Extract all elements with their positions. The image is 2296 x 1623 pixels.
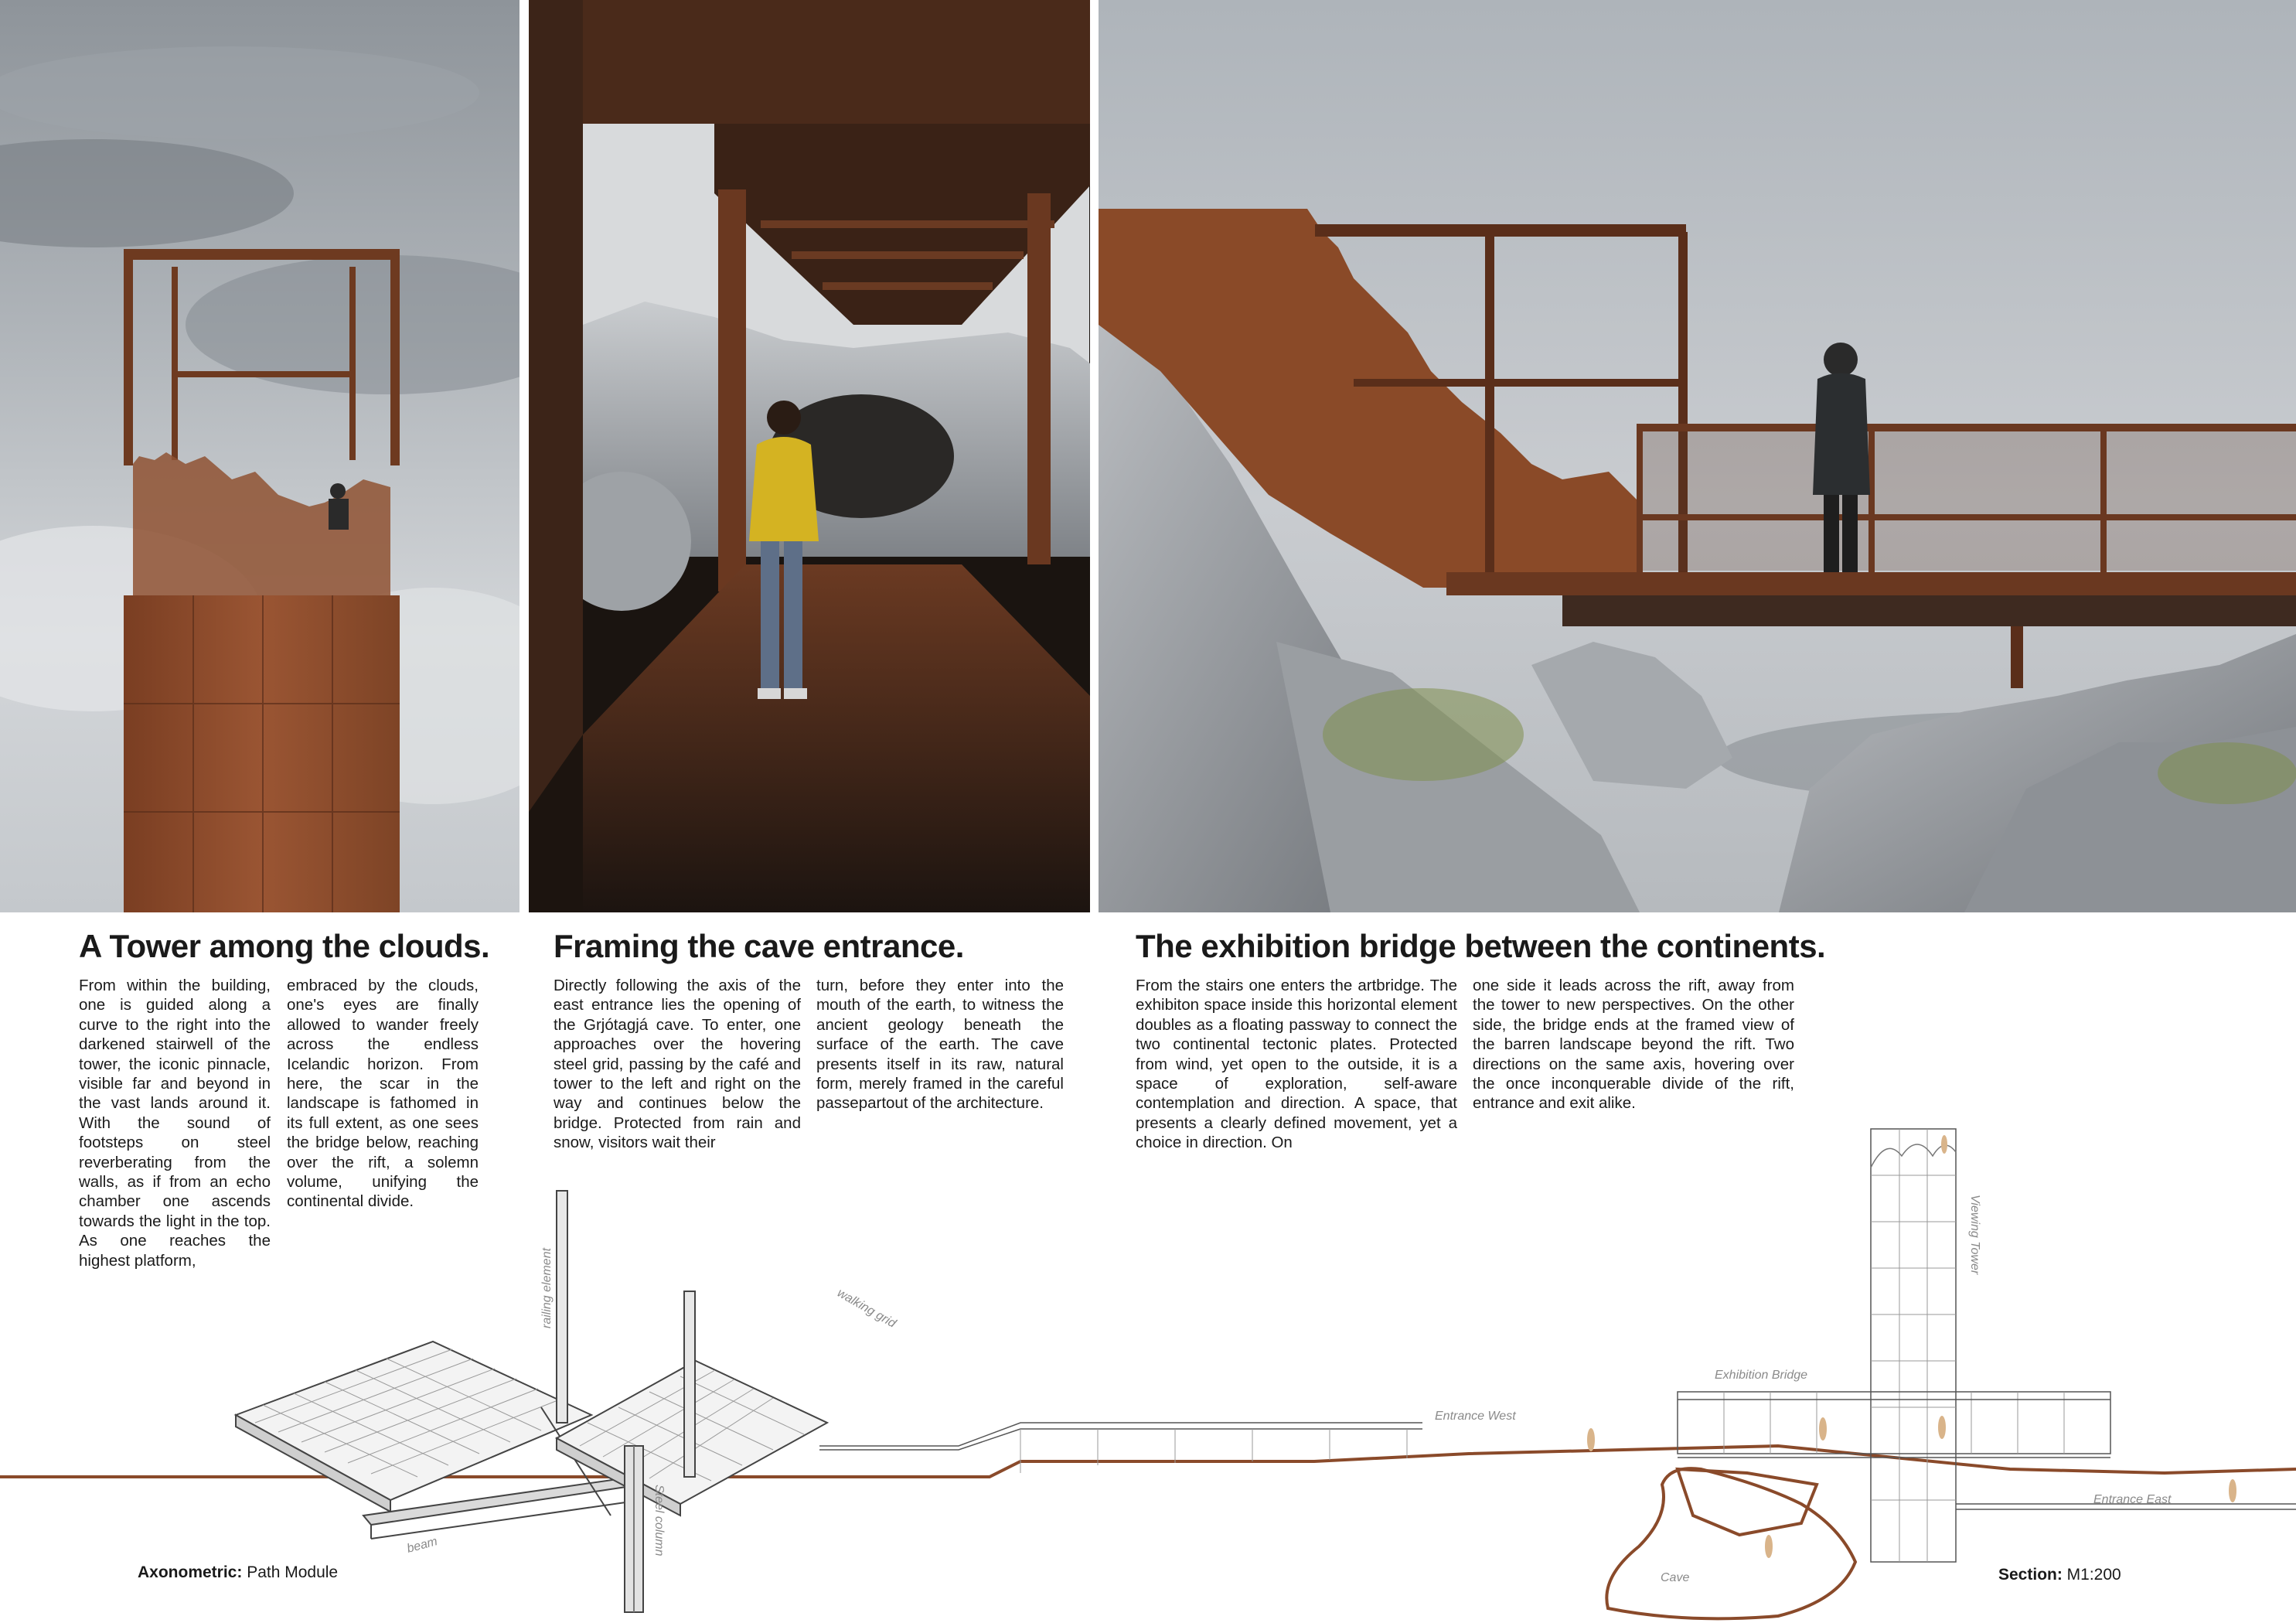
walking-grid-label: walking grid	[835, 1286, 898, 1331]
bridge-heading: The exhibition bridge between the continents.	[1136, 928, 1826, 964]
railing-element-label: railing element	[540, 1247, 554, 1328]
tower-text-column-1: From within the building, one is guided along a curve to the right into the darkened stairwell of the tower, the iconic pinnacle, visible far and beyond in the vast lands around it. With the sound of footsteps on steel reverberating from the walls, as if from an echo chamber one ascends towards the light in the top. As one reaches the highest platform,	[79, 977, 271, 1270]
cave-text-column-2: turn, before they enter into the mouth of the earth, to witness the ancient geology beneath the surface of the earth. The cave presents itself in its raw, natural form, merely framed in the careful passepartout of the architecture.	[816, 977, 1064, 1113]
tower-text-column-2: embraced by the clouds, one's eyes are finally allowed to wander freely across the endless Icelandic horizon. From here, the scar in the landscape is fathomed in its full extent, as one sees the bridge below, reaching over the rift, a solemn volume, unifying the continental divide.	[287, 977, 479, 1211]
viewing-tower-label: Viewing Tower	[1968, 1195, 1981, 1275]
cave-outline	[1606, 1468, 1855, 1618]
bridge-text-column-1: From the stairs one enters the artbridge. The exhibiton space inside this horizontal element doubles as a floating passway to connect the two continental tectonic plates. Protected from wind, yet open to the outside, it is a space of exploration, self-aware contemplation and direction. A space, that presents a clearly defined movement, yet a choice in direction. On	[1136, 977, 1457, 1152]
axonometric-path-module	[236, 1191, 827, 1612]
beam-label: beam	[405, 1535, 439, 1556]
tower-heading: A Tower among the clouds.	[79, 928, 490, 964]
entrance-west-label: Entrance West	[1435, 1410, 1516, 1423]
section-caption	[1998, 1566, 2121, 1584]
axonometric-caption	[138, 1563, 338, 1582]
cave-text-column-1: Directly following the axis of the east entrance lies the opening of the Grjótagjá cave. To enter, one approaches over the hovering steel grid, passing by the café and tower to the left and right on the way and continues below the bridge. Protected from rain and snow, visitors wait their	[554, 977, 801, 1152]
bridge-text-column-2: one side it leads across the rift, away from the tower to new perspectives. On the other side, the bridge ends at the framed view of the barren landscape beyond the rift. Two directions on the same axis, hovering over the once inconquerable divide of the rift, entrance and exit alike.	[1473, 977, 1794, 1113]
section-caption-bold: Section:	[1998, 1566, 2063, 1584]
axonometric-caption-bold: Axonometric:	[138, 1563, 243, 1581]
cave-label: Cave	[1661, 1571, 1690, 1584]
section-drawing	[819, 1129, 2296, 1562]
entrance-east-label: Entrance East	[2093, 1493, 2172, 1506]
axonometric-caption-text: Path Module	[242, 1563, 339, 1581]
cave-heading: Framing the cave entrance.	[554, 928, 964, 964]
exhibition-bridge-label: Exhibition Bridge	[1715, 1369, 1808, 1382]
photo-tower-render	[0, 0, 519, 912]
drawings-area	[0, 1083, 2296, 1623]
steel-column-label: Steel column	[652, 1485, 666, 1557]
photo-cave-entrance-render	[529, 0, 1090, 912]
photo-exhibition-bridge-render	[1099, 0, 2296, 912]
section-caption-text: M1:200	[2062, 1566, 2121, 1584]
